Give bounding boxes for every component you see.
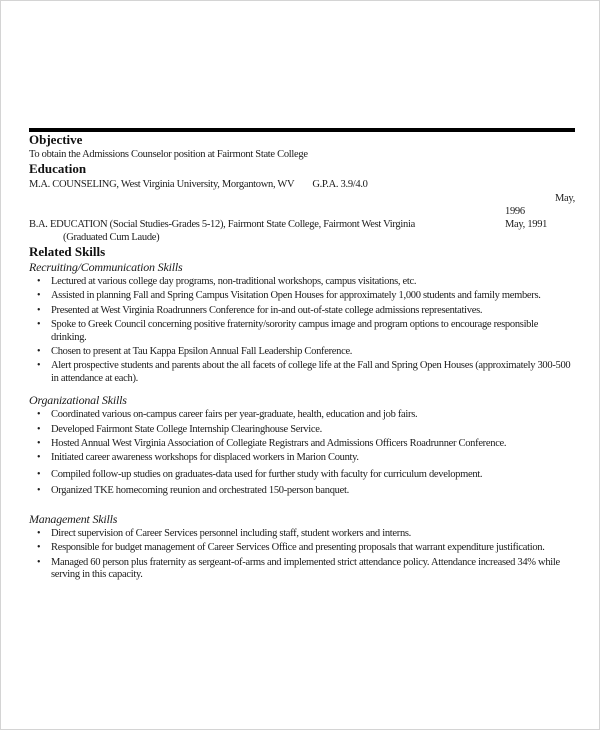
bullet-item	[29, 469, 575, 481]
skill-subsection-recruiting	[29, 260, 575, 385]
gpa-text: G.P.A. 3.9/4.0	[312, 179, 368, 190]
resume-content	[1, 128, 599, 581]
bullet-icon: •	[37, 542, 41, 554]
bullet-text: Direct supervision of Career Services personnel including staff, student workers and interns.	[51, 527, 412, 539]
bullet-item	[29, 528, 575, 540]
date-line-2: 1996	[505, 205, 525, 217]
bullet-list	[29, 409, 575, 497]
bullet-text: Organized TKE homecoming reunion and orchestrated 150-person banquet.	[51, 485, 349, 497]
bullet-text: Chosen to present at Tau Kappa Epsilon Annual Fall Leadership Conference.	[51, 346, 353, 358]
bullet-item	[29, 557, 575, 582]
bullet-item	[29, 438, 575, 450]
bullet-icon: •	[37, 276, 41, 287]
bullet-item	[29, 319, 575, 344]
bullet-text: Coordinated various on-campus career fairs per year-graduate, health, education and job fairs.	[51, 409, 418, 421]
bullet-icon: •	[37, 409, 41, 421]
bullet-item	[29, 542, 575, 554]
objective-heading: Objective	[29, 132, 83, 147]
skills-section	[29, 244, 575, 581]
bullet-icon: •	[37, 423, 41, 435]
bullet-text: Hosted Annual West Virginia Association of Collegiate Registrars and Admissions Officers Roadrunner Conference.	[51, 438, 507, 450]
bullet-icon: •	[37, 527, 41, 539]
bullet-list	[29, 528, 575, 582]
bullet-item	[29, 485, 575, 497]
bullet-icon: •	[37, 438, 41, 450]
education-date-ma	[505, 193, 575, 218]
date-text-ba: May, 1991	[505, 219, 548, 230]
bullet-icon: •	[37, 556, 41, 568]
subsection-title: Recruiting/Communication Skills	[29, 260, 183, 274]
objective-section	[29, 132, 575, 161]
skills-heading: Related Skills	[29, 244, 106, 259]
date-line-1: May,	[555, 193, 575, 204]
skill-subsection-organizational	[29, 393, 575, 497]
bullet-item	[29, 409, 575, 421]
bullet-item	[29, 424, 575, 436]
bullet-text: Alert prospective students and parents about the all facets of college life at the Fall and Spring Open Houses (approximately 300-500 in attendance at each).	[51, 360, 571, 384]
bullet-text: Presented at West Virginia Roadrunners Conference for in-and out-of-state college admissions representatives.	[51, 304, 483, 316]
bullet-text: Developed Fairmont State College Internship Clearinghouse Service.	[51, 423, 322, 435]
bullet-item	[29, 452, 575, 464]
education-entry-ba	[29, 218, 575, 231]
bullet-text: Compiled follow-up studies on graduates-data used for further study with faculty for curriculum development.	[51, 468, 483, 480]
bullet-icon: •	[37, 290, 41, 302]
bullet-text: Assisted in planning Fall and Spring Campus Visitation Open Houses for approximately 1,000 students and family members.	[51, 290, 541, 302]
bullet-icon: •	[37, 485, 41, 497]
degree-text-ba: B.A. EDUCATION (Social Studies-Grades 5-12), Fairmont State College, Fairmont West Virginia	[29, 219, 415, 230]
bullet-text: Responsible for budget management of Career Services Office and presenting proposals that warrant expenditure justification.	[51, 542, 545, 554]
bullet-icon: •	[37, 360, 41, 372]
bullet-list	[29, 276, 575, 385]
bullet-item	[29, 290, 575, 302]
bullet-icon: •	[37, 319, 41, 331]
bullet-icon: •	[37, 346, 41, 358]
objective-text: To obtain the Admissions Counselor position at Fairmont State College	[29, 149, 308, 160]
education-heading: Education	[29, 161, 87, 176]
bullet-text: Initiated career awareness workshops for displaced workers in Marion County.	[51, 452, 359, 464]
bullet-icon: •	[37, 468, 41, 480]
education-section	[29, 161, 575, 244]
bullet-item	[29, 276, 575, 288]
education-note: (Graduated Cum Laude)	[63, 232, 160, 243]
bullet-item	[29, 360, 575, 385]
bullet-text: Lectured at various college day programs, non-traditional workshops, campus visitations, etc.	[51, 276, 417, 287]
education-entry-ma	[29, 178, 575, 191]
bullet-icon: •	[37, 304, 41, 316]
bullet-item	[29, 305, 575, 317]
bullet-item	[29, 346, 575, 358]
degree-text-ma: M.A. COUNSELING, West Virginia University, Morgantown, WV	[29, 179, 295, 190]
bullet-text: Spoke to Greek Council concerning positive fraternity/sorority campus image and program options to encourage responsible drinking.	[51, 319, 539, 343]
skill-subsection-management	[29, 512, 575, 582]
subsection-title: Organizational Skills	[29, 393, 127, 408]
bullet-text: Managed 60 person plus fraternity as sergeant-of-arms and implemented strict attendance policy. Attendance increased 34% while serving in this capacity.	[51, 556, 560, 580]
bullet-icon: •	[37, 452, 41, 464]
subsection-title: Management Skills	[29, 511, 118, 526]
